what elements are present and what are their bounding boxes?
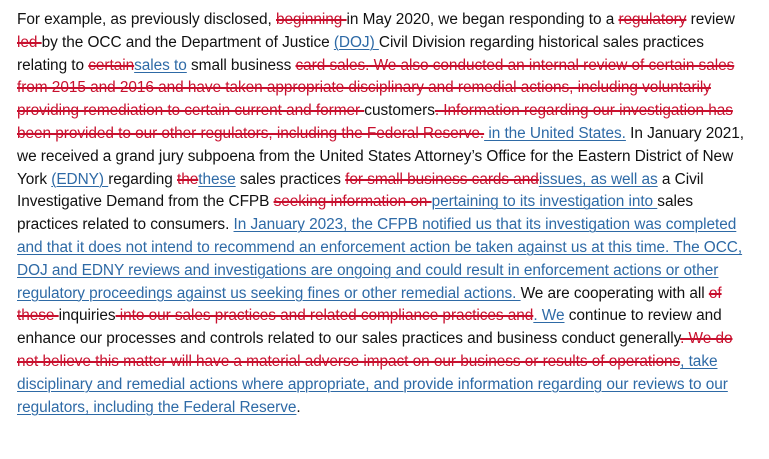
deleted-text: led xyxy=(17,33,42,51)
body-text: customers xyxy=(364,102,435,120)
body-text: For example, as previously disclosed, xyxy=(17,11,276,28)
body-text: We are cooperating with all xyxy=(520,284,709,302)
redline-paragraph xyxy=(17,9,757,419)
deleted-text: . We do not believe this matter will have a material adverse impact on our business or results of operations xyxy=(17,330,733,370)
body-text: review xyxy=(686,11,735,28)
inserted-text: pertaining to its investigation into xyxy=(431,193,658,211)
deleted-text: . Information regarding our investigation has been provided to our other regulators, including the Federal Reserve. xyxy=(17,102,733,142)
deleted-text: of these xyxy=(17,284,722,325)
body-text: regarding xyxy=(108,170,178,188)
inserted-text: issues, as well as xyxy=(538,170,658,188)
deleted-text: card sales. We also conducted an internal review of certain sales from 2015 and 2016 and have taken appropriate disciplinary and remedial actions, including voluntarily providing remediation to certain current and former xyxy=(17,56,735,120)
deleted-text: beginning xyxy=(276,11,347,28)
body-text: Civil Division regarding historical sales practices relating to xyxy=(17,33,704,74)
inserted-text: in the United States. xyxy=(484,124,626,142)
inserted-text: . We xyxy=(533,307,565,325)
body-text: by the OCC and the Department of Justice xyxy=(41,33,334,51)
body-text: In January 2021, we received a grand jury subpoena from the United States Attorney’s Office for the Eastern District of New York xyxy=(17,124,744,188)
deleted-text: into our sales practices and related compliance practices and xyxy=(115,307,534,325)
body-text: inquiries xyxy=(58,307,116,325)
body-text: continue to review and enhance our processes and controls related to our sales practices and business conduct generally xyxy=(17,307,722,348)
inserted-text: sales to xyxy=(134,56,187,74)
inserted-text: , take disciplinary and remedial actions where appropriate, and provide information regarding our reviews to our regulators, including the Federal Reserve xyxy=(17,352,728,416)
body-text: a Civil Investigative Demand from the CFPB xyxy=(17,170,704,211)
deleted-text: for small business cards and xyxy=(345,170,539,188)
inserted-text: (DOJ) xyxy=(333,33,379,51)
deleted-text: regulatory xyxy=(618,11,687,28)
inserted-text: these xyxy=(198,170,236,188)
body-text: sales practices related to consumers. xyxy=(17,193,693,234)
deleted-text: seeking information on xyxy=(273,193,432,211)
inserted-text: In January 2023, the CFPB notified us that its investigation was completed and that it does not intend to recommend an enforcement action be taken against us at this time. The OCC, DOJ and EDNY reviews and investigations are ongoing and could result in enforcement actions or other regulatory proceedings against us seeking fines or other remedial actions. xyxy=(17,216,743,302)
body-text: . xyxy=(296,398,301,416)
deleted-text: certain xyxy=(88,56,135,74)
deleted-text: the xyxy=(177,170,199,188)
body-text: in May 2020, we began responding to a xyxy=(346,11,619,28)
body-text: sales practices xyxy=(235,170,346,188)
inserted-text: (EDNY) xyxy=(51,170,109,188)
body-text: small business xyxy=(186,56,296,74)
